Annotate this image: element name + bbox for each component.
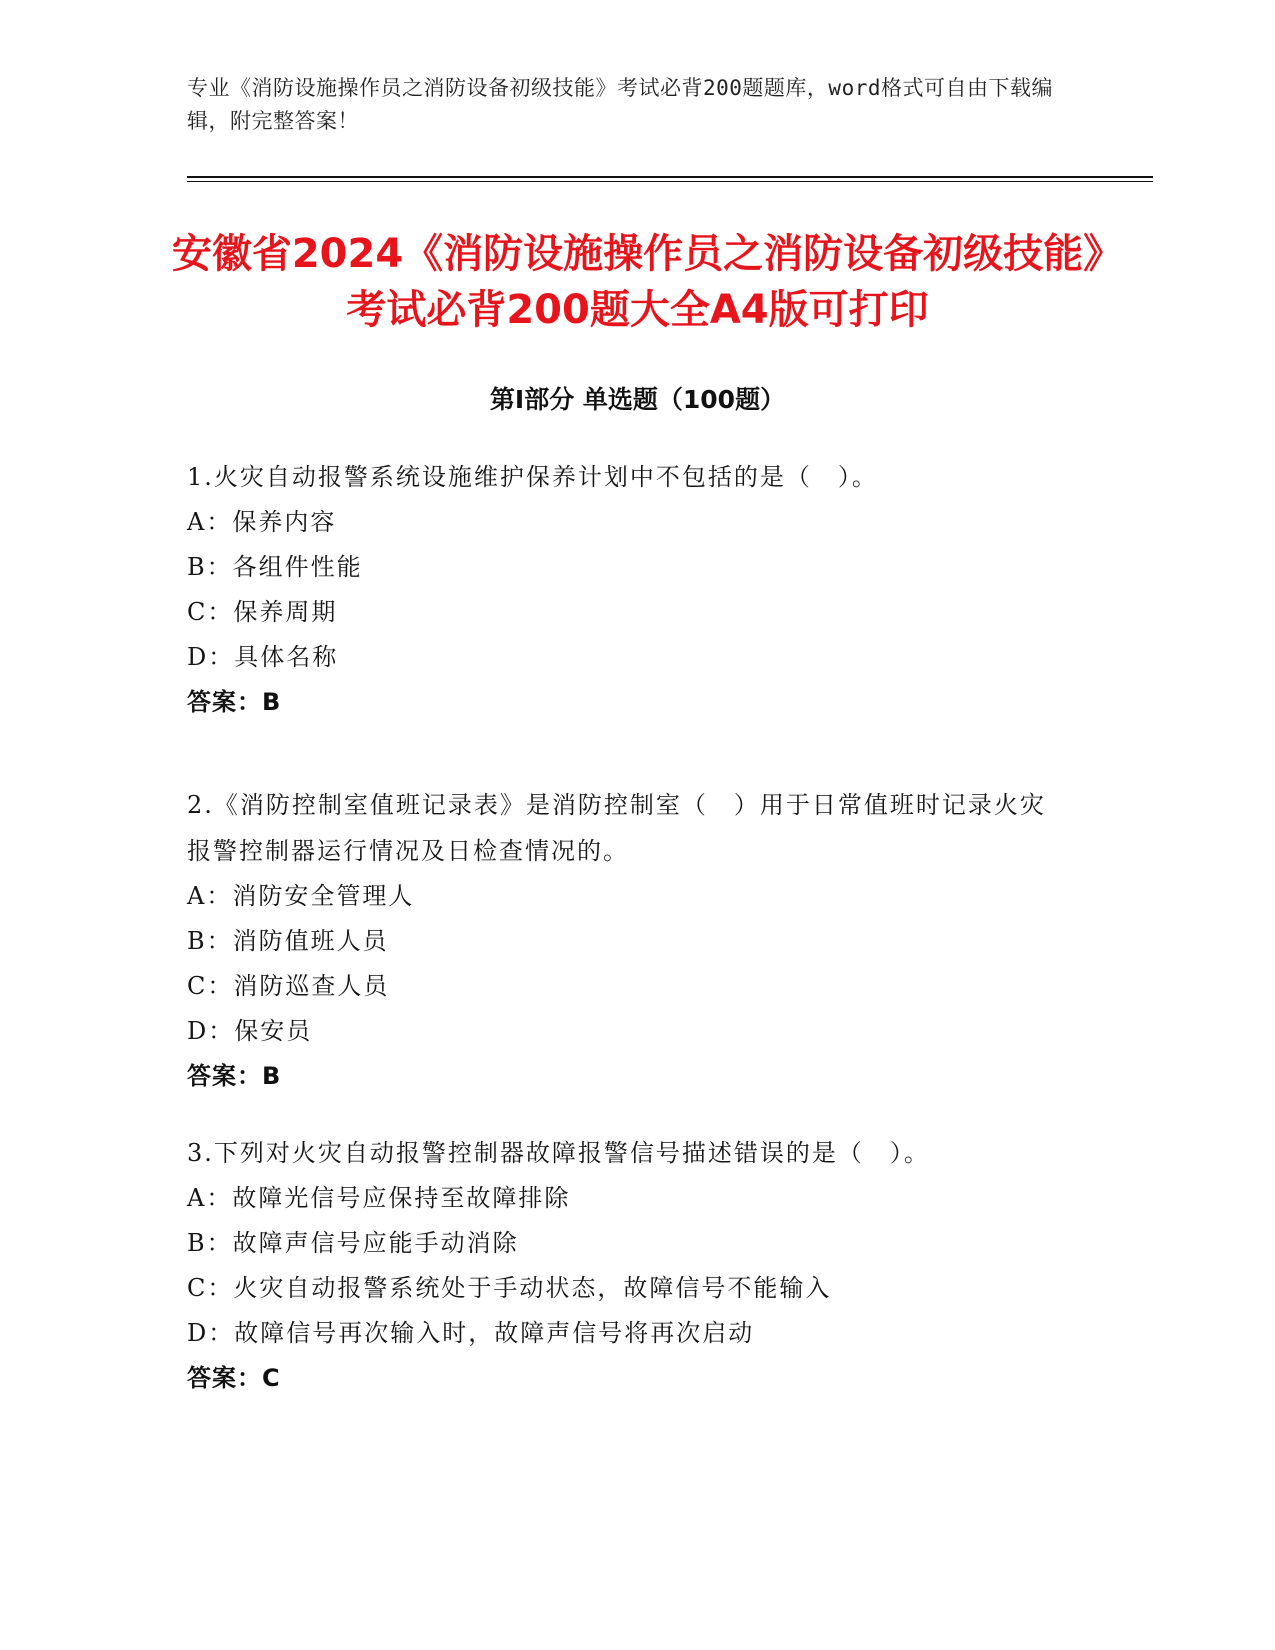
question-2 [187, 782, 1067, 1099]
option-c: C：保养周期 [187, 598, 338, 626]
option-b: B：故障声信号应能手动消除 [187, 1229, 519, 1257]
option-d: D：保安员 [187, 1017, 313, 1045]
document-title: 安徽省2024《消防设施操作员之消防设备初级技能》考试必背200题大全A4版可打印 [171, 231, 1104, 333]
question-stem: 1.火灾自动报警系统设施维护保养计划中不包括的是（ ）。 [187, 463, 878, 491]
question-stem: 3.下列对火灾自动报警控制器故障报警信号描述错误的是（ ）。 [187, 1139, 930, 1167]
answer: 答案：B [187, 688, 282, 716]
answer: 答案：B [187, 1062, 282, 1090]
option-a: A：消防安全管理人 [187, 882, 415, 910]
question-stem: 2.《消防控制室值班记录表》是消防控制室（ ）用于日常值班时记录火灾报警控制器运行情况及日检查情况的。 [187, 791, 1046, 865]
answer: 答案：C [187, 1364, 281, 1392]
section-title: 第I部分 单选题（100题） [489, 385, 786, 414]
option-b: B：各组件性能 [187, 553, 363, 581]
header-rule-thin [187, 181, 1153, 182]
option-d: D：具体名称 [187, 643, 339, 671]
option-d: D：故障信号再次输入时，故障声信号将再次启动 [187, 1319, 755, 1347]
option-a: A：故障光信号应保持至故障排除 [187, 1184, 571, 1212]
question-3 [187, 1130, 1067, 1401]
option-a: A：保养内容 [187, 508, 337, 536]
header-rule-thick [187, 176, 1153, 178]
header-note: 专业《消防设施操作员之消防设备初级技能》考试必背200题题库，word格式可自由下载编辑，附完整答案！ [187, 76, 1053, 133]
option-c: C：火灾自动报警系统处于手动状态，故障信号不能输入 [187, 1274, 832, 1302]
question-1 [187, 454, 1067, 725]
option-c: C：消防巡查人员 [187, 972, 390, 1000]
option-b: B：消防值班人员 [187, 927, 389, 955]
